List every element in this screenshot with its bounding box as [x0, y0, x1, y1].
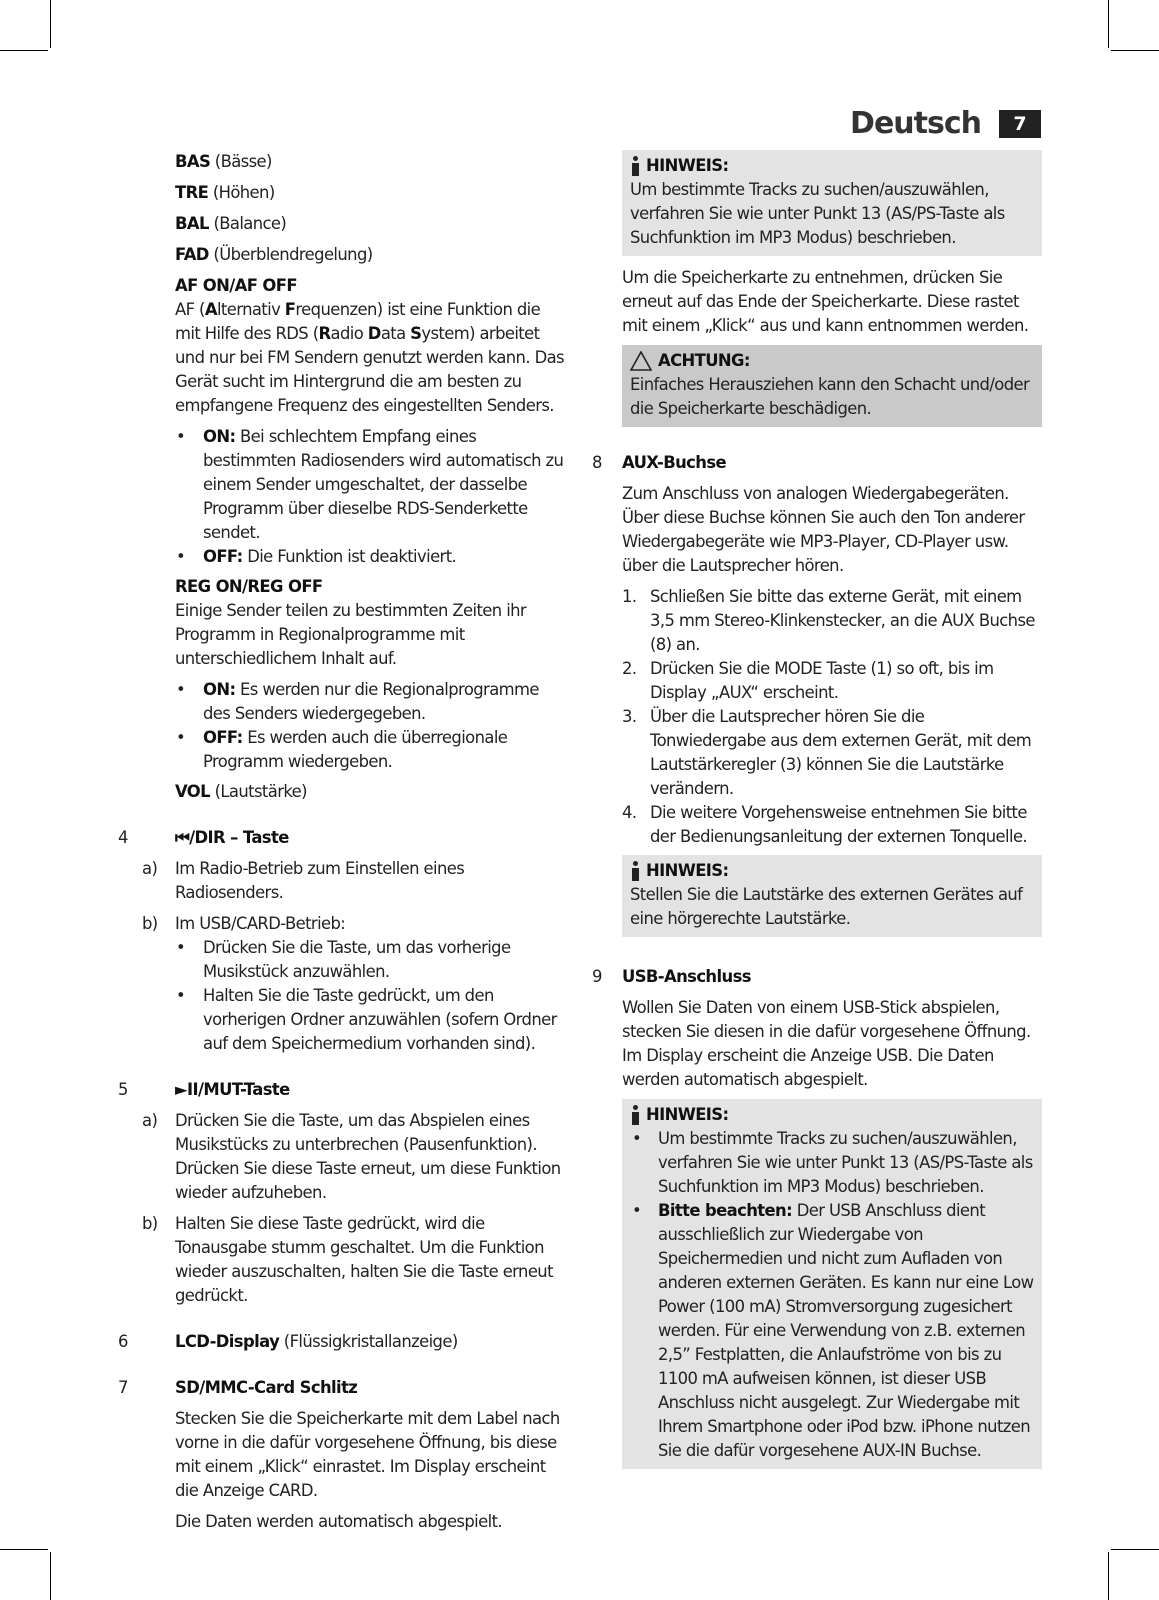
section-9-heading: 9 USB-Anschluss [592, 967, 751, 986]
bas-entry: BAS (Bässe) [175, 152, 272, 171]
list-item: 3. Über die Lautsprecher hören Sie die Tonwiedergabe aus dem externen Gerät, mit dem Lautstärkeregler (3) können Sie die Lautstärke verändern. [622, 707, 1032, 798]
section-4-heading: 4 ⏮/DIR – Taste [118, 828, 289, 847]
info-icon [630, 156, 640, 176]
crop-mark [50, 1552, 51, 1600]
list-item: • Drücken Sie die Taste, um das vorherige Musikstück anzuwählen. [175, 936, 568, 984]
list-item: 1. Schließen Sie bitte das externe Gerät, mit einem 3,5 mm Stereo-Klinkenstecker, an die AUX Buchse (8) an. [622, 587, 1035, 654]
af-description: AF (Alternativ Frequenzen) ist eine Funktion die mit Hilfe des RDS (Radio Data System) arbeitet und nur bei FM Sendern genutzt werden kann. Das Gerät sucht im Hintergrund die am besten zu empfangene Frequenz des eingestellten Senders. [175, 300, 564, 415]
section-5-heading: 5 ►II/MUT-Taste [118, 1080, 290, 1099]
page-header [850, 106, 1041, 141]
hint-box: HINWEIS: Stellen Sie die Lautstärke des externen Gerätes auf eine hörgerechte Lautstärke. [622, 855, 1042, 937]
section-7-paragraph: Die Daten werden automatisch abgespielt. [175, 1512, 503, 1531]
af-title: AF ON/AF OFF [175, 276, 297, 295]
list-item: 2. Drücken Sie die MODE Taste (1) so oft, bis im Display „AUX“ erscheint. [622, 659, 994, 702]
right-column [592, 150, 1042, 1479]
warning-triangle-icon [630, 351, 652, 371]
crop-mark [1108, 0, 1109, 48]
list-item: 4. Die weitere Vorgehensweise entnehmen Sie bitte der Bedienungsanleitung der externen Tonquelle. [622, 803, 1028, 846]
info-icon [630, 861, 640, 881]
tre-entry: TRE (Höhen) [175, 183, 275, 202]
vol-entry: VOL (Lautstärke) [175, 782, 307, 801]
card-removal-text: Um die Speicherkarte zu entnehmen, drücken Sie erneut auf das Ende der Speicherkarte. Diese rastet mit einem „Klick“ aus und kann entnommen werden. [622, 268, 1029, 335]
crop-mark [50, 0, 51, 48]
list-item: • Halten Sie die Taste gedrückt, um den vorherigen Ordner anzuwählen (sofern Ordner auf dem Speichermedium vorhanden sind). [175, 984, 568, 1056]
list-item: • OFF: Die Funktion ist deaktiviert. [175, 545, 568, 569]
list-item: • OFF: Es werden auch die überregionale Programm wiedergeben. [175, 726, 568, 774]
section-6-heading: 6 LCD-Display (Flüssigkristallanzeige) [118, 1332, 458, 1351]
hint-box: HINWEIS: Um bestimmte Tracks zu suchen/auszuwählen, verfahren Sie wie unter Punkt 13 (AS/PS-Taste als Suchfunktion im MP3 Modus) beschrieben. [622, 150, 1042, 256]
section-5-item-a: a) Drücken Sie die Taste, um das Abspielen eines Musikstücks zu unterbrechen (Pausenfunktion). Drücken Sie diese Taste erneut, um diese Funktion wieder aufzuheben. [142, 1111, 561, 1202]
section-8-heading: 8 AUX-Buchse [592, 453, 727, 472]
info-icon [630, 1105, 640, 1125]
fad-entry: FAD (Überblendregelung) [175, 245, 373, 264]
hint-list [630, 1127, 1034, 1463]
list-item: • Um bestimmte Tracks zu suchen/auszuwählen, verfahren Sie wie unter Punkt 13 (AS/PS-Taste als Suchfunktion im MP3 Modus) beschrieben. [630, 1127, 1034, 1199]
warning-box: ACHTUNG: Einfaches Herausziehen kann den Schacht und/oder die Speicherkarte beschädigen. [622, 345, 1042, 427]
crop-mark [1111, 50, 1159, 51]
list-item: • ON: Bei schlechtem Empfang eines bestimmten Radiosenders wird automatisch zu einem Sender umgeschaltet, der dasselbe Programm über dieselbe RDS-Senderkette sendet. [175, 425, 568, 545]
language-label: Deutsch [850, 106, 981, 141]
section-4-sublist [175, 936, 568, 1056]
section-8-steps [622, 585, 1042, 849]
crop-mark [0, 1549, 48, 1550]
section-8-description: Zum Anschluss von analogen Wiedergabegeräten. Über diese Buchse können Sie auch den Ton anderer Wiedergabegeräte wie MP3-Player, CD-Player usw. über die Lautsprecher hören. [622, 484, 1025, 575]
list-item: • Bitte beachten: Der USB Anschluss dient ausschließlich zur Wiedergabe von Speichermedien und nicht zum Aufladen von anderen externen Geräten. Es kann nur eine Low Power (100 mA) Stromversorgung zugesichert werden. Für eine Verwendung von z.B. externen 2,5” Festplatten, die Anlaufströme von bis zu 1100 mA aufweisen können, ist dieser USB Anschluss nicht ausgelegt. Zur Wiedergabe mit Ihrem Smartphone oder iPod bzw. iPhone nutzen Sie die dafür vorgesehene AUX-IN Buchse. [630, 1199, 1034, 1463]
section-9-description: Wollen Sie Daten von einem USB-Stick abspielen, stecken Sie diesen in die dafür vorgesehene Öffnung. Im Display erscheint die Anzeige USB. Die Daten werden automatisch abgespielt. [622, 998, 1031, 1089]
reg-options-list [118, 678, 568, 774]
section-7-heading: 7 SD/MMC-Card Schlitz [118, 1378, 358, 1397]
reg-title: REG ON/REG OFF [175, 577, 323, 596]
crop-mark [0, 50, 48, 51]
list-item: • ON: Es werden nur die Regionalprogramme des Senders wiedergegeben. [175, 678, 568, 726]
section-5-item-b: b) Halten Sie diese Taste gedrückt, wird die Tonausgabe stumm geschaltet. Um die Funktion wieder auszuschalten, halten Sie die Taste erneut gedrückt. [142, 1214, 553, 1305]
section-7-paragraph: Stecken Sie die Speicherkarte mit dem Label nach vorne in die dafür vorgesehene Öffnung, bis diese mit einem „Klick“ einrastet. Im Display erscheint die Anzeige CARD. [175, 1409, 560, 1500]
section-4-item-b: b) Im USB/CARD-Betrieb: • Drücken Sie die Taste, um das vorherige Musikstück anzuwählen. • Halten Sie die Taste gedrückt, um den vorherigen Ordner anzuwählen (sofern Ordner auf dem Speichermedium vorhanden sind). [118, 912, 568, 1056]
page-number: 7 [999, 110, 1041, 138]
reg-description: Einige Sender teilen zu bestimmten Zeiten ihr Programm in Regionalprogramme mit unterschiedlichem Inhalt auf. [175, 601, 527, 668]
hint-box: HINWEIS: • Um bestimmte Tracks zu suchen/auszuwählen, verfahren Sie wie unter Punkt 13 (AS/PS-Taste als Suchfunktion im MP3 Modus) beschrieben. • Bitte beachten: Der USB Anschluss dient ausschließlich zur Wiedergabe von Speichermedien und nicht zum Aufladen von anderen externen Geräten. Es kann nur eine Low Power (100 mA) Stromversorgung zugesichert werden. Für eine Verwendung von z.B. externen 2,5” Festplatten, die Anlaufströme von bis zu 1100 mA aufweisen können, ist dieser USB Anschluss nicht ausgelegt. Zur Wiedergabe mit Ihrem Smartphone oder iPod bzw. iPhone nutzen Sie die dafür vorgesehene AUX-IN Buchse. [622, 1099, 1042, 1469]
bal-entry: BAL (Balance) [175, 214, 287, 233]
af-options-list [118, 425, 568, 569]
crop-mark [1108, 1552, 1109, 1600]
section-4-item-a: a) Im Radio-Betrieb zum Einstellen eines Radiosenders. [142, 859, 465, 902]
crop-mark [1111, 1549, 1159, 1550]
left-column [118, 150, 568, 1534]
